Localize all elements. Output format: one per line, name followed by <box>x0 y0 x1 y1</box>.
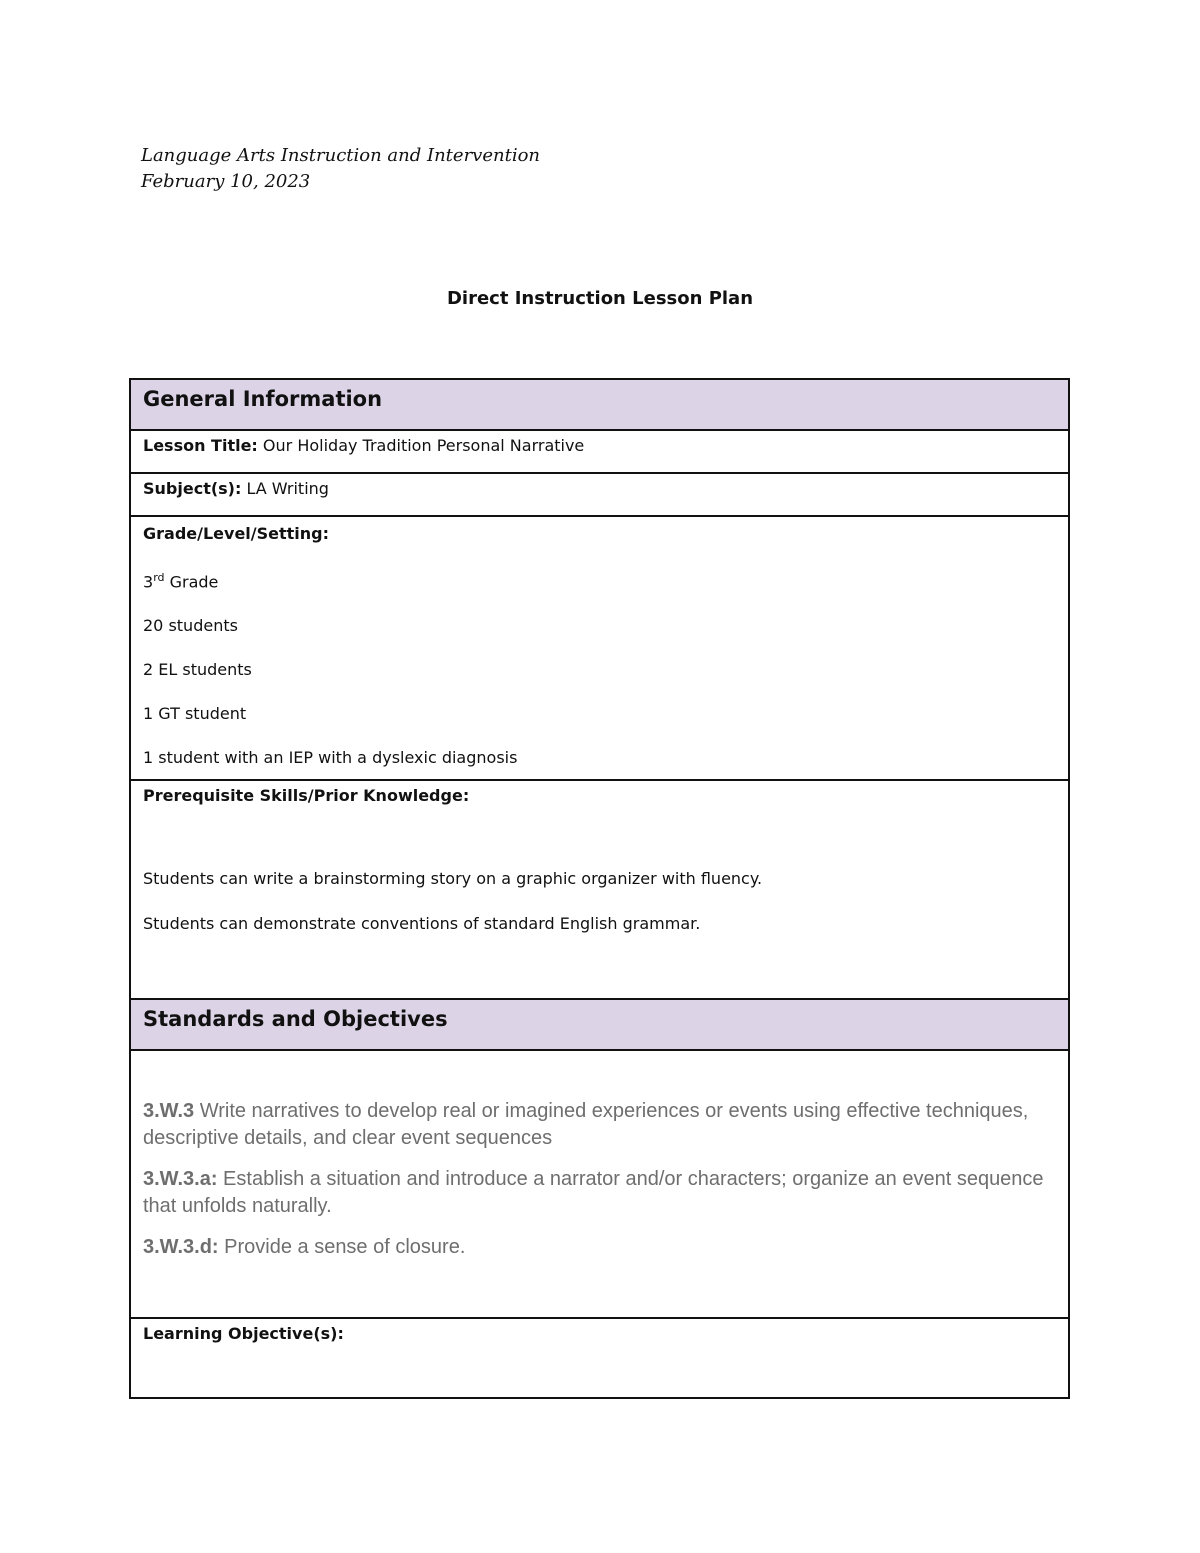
grade-suffix: rd <box>153 571 165 584</box>
document-date: February 10, 2023 <box>141 171 311 192</box>
standard-item <box>143 1234 1056 1261</box>
standards-list <box>131 1051 1068 1319</box>
page-title: Direct Instruction Lesson Plan <box>446 288 754 309</box>
prerequisite-skills-row <box>131 781 1068 1000</box>
setting-line: 2 EL students <box>143 660 252 680</box>
setting-line: 20 students <box>143 616 238 636</box>
grade-line <box>143 567 1056 593</box>
standard-code: 3.W.3.a: <box>143 1168 218 1190</box>
standard-item <box>143 1166 1056 1220</box>
lesson-title-row <box>131 431 1068 474</box>
general-information-heading <box>131 380 1068 431</box>
prerequisite-line: Students can write a brainstorming story on a graphic organizer with fluency. <box>143 869 763 888</box>
subjects-value: LA Writing <box>246 479 329 498</box>
lesson-plan-table <box>129 378 1070 1399</box>
learning-objectives-row <box>131 1319 1068 1397</box>
standards-objectives-heading <box>131 1000 1068 1051</box>
subjects-label: Subject(s): <box>143 479 242 498</box>
grade-level-setting-label: Grade/Level/Setting: <box>143 524 330 543</box>
course-name: Language Arts Instruction and Intervention <box>141 145 541 166</box>
standard-item <box>143 1098 1056 1152</box>
standard-text: Establish a situation and introduce a narrator and/or characters; organize an event sequence that unfolds naturally. <box>143 1168 1044 1217</box>
standard-text: Write narratives to develop real or imagined experiences or events using effective techniques, descriptive details, and clear event sequences <box>143 1100 1029 1149</box>
grade-word: Grade <box>169 572 219 592</box>
lesson-title-label: Lesson Title: <box>143 436 258 455</box>
prerequisite-line: Students can demonstrate conventions of standard English grammar. <box>143 914 701 933</box>
standard-code: 3.W.3.d: <box>143 1236 219 1258</box>
subjects-row <box>131 474 1068 517</box>
section-heading-label: Standards and Objectives <box>143 1007 448 1031</box>
setting-line: 1 GT student <box>143 704 247 724</box>
lesson-title-value: Our Holiday Tradition Personal Narrative <box>262 436 585 455</box>
learning-objectives-label: Learning Objective(s): <box>143 1324 344 1343</box>
document-header <box>141 143 540 195</box>
standard-code: 3.W.3 <box>143 1100 195 1122</box>
setting-line: 1 student with an IEP with a dyslexic diagnosis <box>143 748 518 768</box>
section-heading-label: General Information <box>143 387 383 411</box>
prerequisite-skills-label: Prerequisite Skills/Prior Knowledge: <box>143 786 470 805</box>
grade-level-setting-row <box>131 517 1068 781</box>
standard-text: Provide a sense of closure. <box>224 1236 466 1258</box>
grade-number: 3 <box>143 572 154 592</box>
